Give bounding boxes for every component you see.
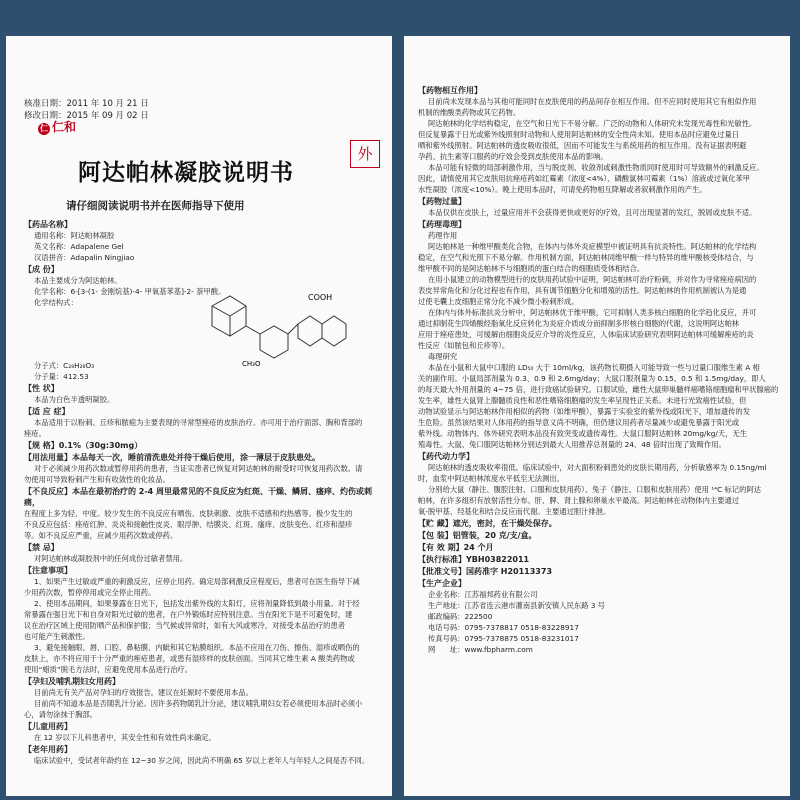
text-line: 表皮异常角化和分化过程也有作用，具有调节细胞分化和增殖的活性。阿达帕林的作用机制被认为是通 — [418, 286, 747, 295]
text-line: 3、避免接触眼、唇、口腔、鼻粘膜、内眦和其它粘膜组织。本品不应用在刀伤、擦伤、湿疹或晒伤的 — [34, 643, 360, 652]
text-line: 通过抑制花生四烯酸经脂氧化反应转化为炎症介质成分而抑制多形核白细胞的代谢，这说明阿达帕林 — [418, 319, 740, 328]
text-line: 分别给大鼠（静注、腹腔注射、口服和皮肤用药）、兔子（静注、口服和皮肤用药）使用 ¹⁴C 标记的阿达 — [428, 485, 761, 494]
section-heading: 【性 状】 — [24, 384, 59, 393]
carboxyl-label: COOH — [308, 293, 333, 302]
section-heading: 【有 效 期】24 个月 — [418, 543, 494, 552]
section-heading: 【注意事项】 — [24, 566, 72, 575]
text-line: 少用药次数，暂停停用或完全停止用药。 — [24, 588, 156, 597]
otc-external-mark: 外 — [350, 140, 380, 168]
text-line: 目前尚无有关产品对孕妇的疗效报告。建议在妊娠时不要使用本品。 — [34, 688, 253, 697]
text-line: 殖毒性。大鼠、兔口服阿达帕林分别达到最大人用推荐总剂量的 24、48 倍时出现了致畸作用。 — [418, 440, 726, 449]
brand-logo — [38, 118, 76, 135]
text-line: 在用小鼠建立的动物模型进行的皮肤用药试验中证明，阿达帕林可治疗粉刺，并对作为寻常痤疮病因的 — [428, 275, 757, 284]
section-heading: 【孕妇及哺乳期妇女用药】 — [24, 677, 120, 686]
text-line: 分子式：C₂₈H₂₈O₃ — [34, 361, 95, 370]
text-line: 在 12 岁以下儿科患者中，其安全性和有效性尚未确定。 — [34, 733, 216, 742]
text-line: 目前尚未发现本品与其他可能同时在皮肤使用的药品间存在相互作用。但不应同时使用其它有相似作用 — [428, 97, 757, 106]
text-line: 关的副作用。小鼠局部剂量为 0.3、0.9 和 2.6mg/day；大鼠口服剂量为 0.15、0.5 和 1.5mg/day，即人 — [418, 374, 766, 383]
section-heading: 【药品名称】 — [24, 220, 72, 229]
section-heading: 【药物相互作用】 — [418, 86, 482, 95]
section-heading: 【执行标准】YBH03822011 — [418, 555, 530, 564]
text-line: 药理作用 — [428, 231, 458, 240]
text-line: 不良反应包括：痤疮红肿、炎炎和接触性皮炎、眼浮肿、结膜炎、红斑、瘙痒、皮肤变色、红疹和湿疹 — [24, 520, 353, 529]
section-heading: 【不良反应】本品在最初治疗的 2-4 周里最常见的不良反应为红斑、干燥、鳞屑、瘙痒、灼伤或刺痛， — [24, 487, 373, 507]
text-line: 分子量：412.53 — [34, 372, 89, 381]
text-line: 邮政编码：222500 — [428, 612, 493, 621]
section-heading: 【药理毒理】 — [418, 220, 466, 229]
section-heading: 【药代动力学】 — [418, 452, 474, 461]
text-line: 因此，请慎使用其它皮肤用抗痤疮药如红霉素（浓度<4%）、磷酸氯林可霉素（1%）溶液或过氧化苯甲 — [418, 174, 751, 183]
text-line: 紫外线。动物体内、体外研究表明本品没有致突变或遗传毒性。大鼠口服阿达帕林 20mg/kg/天，无生 — [418, 429, 747, 438]
document-subtitle: 请仔细阅读说明书并在医师指导下使用 — [66, 200, 245, 212]
section-heading: 【成 份】 — [24, 265, 59, 274]
text-line: 在体内与体外标准抗炎分析中，阿达帕林优于维甲酸，它可抑制人类多核白细胞的化学趋化反应，并可 — [428, 308, 757, 317]
section-heading: 【生产企业】 — [418, 579, 466, 588]
section-heading: 【儿童用药】 — [24, 722, 72, 731]
text-line: 的每天最大外用剂量的 4~75 倍，进行致癌试验研究。口服试验，雌性大鼠卵巢髓样癌嗜铬细胞瘤和甲状腺癌的 — [418, 385, 779, 394]
text-line: 本品主要成分为阿达帕林。 — [34, 276, 122, 285]
section-heading: 【包 装】铝管装，20 克/支/盒。 — [418, 531, 537, 540]
text-line: 阿达帕林的透皮吸收率很低。临床试验中，对大面积粉刺患处的皮肤长期用药，分析敏感率为 0.15ng/ml — [428, 463, 767, 472]
text-line: 网 址：www.fbpharm.com — [428, 645, 533, 654]
text-line: 本品在小鼠和大鼠中口服的 LD₅₀ 大于 10ml/kg，该药物长期摄入可能导致一些与过量口服维生素 A 相 — [428, 363, 760, 372]
approve-date: 核准日期：2011 年 10 月 21 日 — [24, 99, 149, 109]
text-line: 本品可能有轻微的局部刺激作用，当与脱皮剂、收敛剂或刺激性物质同时使用时可导致额外的刺激反应。 — [428, 163, 764, 172]
section-heading: 【贮 藏】遮光，密封，在干燥处保存。 — [418, 519, 557, 528]
text-line: 化学名称：6-[3-(1- 金刚烷基)-4- 甲氧基苯基]-2- 萘甲酸。 — [34, 287, 226, 296]
text-line: 心，请勿涂抹于胸部。 — [24, 710, 97, 719]
right-body — [418, 84, 780, 655]
text-line: 阿达帕林的化学结构稳定，在空气和日光下不易分解。广泛的动物和人体研究未发现光毒性和光敏性。 — [428, 119, 757, 128]
text-line: 本品仅供在皮肤上，过量应用并不会获得更快或更好的疗效，且可出现显著的发红，脱屑或皮肤不适。 — [428, 208, 757, 217]
section-heading: 【药物过量】 — [418, 197, 466, 206]
text-line: 本品适用于以粉刺、丘疹和脓疱为主要表现的寻常型痤疮的皮肤治疗。亦可用于治疗面部、胸和背部的 — [34, 418, 363, 427]
section-heading: 【老年用药】 — [24, 745, 72, 754]
text-line: 常暴露在强日光下和自身对阳光过敏的患者，在户外锻炼时应特别注意。当在阳光下是不可避免时，建 — [24, 610, 353, 619]
text-line: 过使毛囊上皮细胞正常分化不减少微小粉刺形成。 — [418, 297, 579, 306]
revise-date: 修改日期：2015 年 09 月 02 日 — [24, 111, 149, 121]
text-line: 水性凝胶（浓度<10%）。晚上使用本品时，可请免药物相互降解或者叙刺激作用的产生。 — [418, 185, 707, 194]
text-line: 孕药、抗生素等口服药的疗效会受到皮肤使用本品的影响。 — [418, 152, 608, 161]
text-line: 对于必须减少用药次数或暂停用药的患者，当证实患者已恢复对阿达帕林的耐受时可恢复用药次数。请 — [34, 464, 363, 473]
text-line: 阿达帕林是一种维甲酸类化合物，在体内与体外炎症模型中被证明具有抗炎特性。阿达帕林的化学结构 — [428, 242, 757, 251]
text-line: 维甲酸不同的是阿达帕林不与细胞质的蛋白结合的细胞质受体相结合。 — [418, 264, 645, 273]
text-line: 勿使用可导致粉刺产生和有收敛性的化妆品。 — [24, 475, 170, 484]
text-line: 在程度上多为轻、中度。较少发生的不良反应有晒伤、皮肤刺激、皮肤不适感和灼热感等。极少发生的 — [24, 509, 353, 518]
section-heading: 【禁 忌】 — [24, 543, 59, 552]
text-line: 对阿达帕林或凝胶剂中的任何成份过敏者禁用。 — [34, 554, 188, 563]
text-line: 皮肤上，亦不将应用于十分严重的痤疮患者，或患有湿疹样的皮肤创面。当同其它维生素 A 酸类药物或 — [24, 654, 355, 663]
text-line: 发生率，雄性大鼠肾上腺髓质良性和恶性嗜铬细胞瘤的发生率呈现性正关系。未进行光致癌性试验，但 — [418, 396, 747, 405]
brand-name: 仁和 — [52, 120, 77, 134]
text-line: 氧-脱甲基、羟基化和结合反应而代谢。主要通过胆汁排泄。 — [418, 507, 611, 516]
text-line: 临床试验中，受试者年龄约在 12~30 岁之间，因此尚不明确 65 岁以上老年人与年轻人之间是否不同。 — [34, 756, 370, 765]
text-line: 机制的维酸类药物或其它药物。 — [418, 108, 521, 117]
text-line: 应用于痤疮患处，可缓解由细胞炎反应介导的炎性反应，人体临床试验研究表明阿达帕林可缓解痤疮的炎 — [418, 330, 754, 339]
section-heading: 【适 应 症】 — [24, 407, 70, 416]
text-line: 但反复暴露于日光或紫外线照射时动物和人使用阿达帕林的安全性尚未知。使用本品时应避免过量日 — [418, 130, 740, 139]
right-page — [404, 36, 790, 796]
text-line: 通用名称：阿达帕林凝胶 — [34, 231, 115, 240]
methoxy-label: CH₃O — [242, 360, 261, 366]
text-line: 生产地址：江苏省连云港市灌南县新安镇人民东路 3 号 — [428, 601, 606, 610]
text-line: 生危险。虽然该结果对人体用药的指导意义尚不明确，但仍建议用药者尽量减少或避免暴露于阳光或 — [418, 418, 740, 427]
text-line: 性反应（如脓包和丘疹等）。 — [418, 341, 510, 350]
text-line: 等。如不良反应严重，应减少用药次数或停药。 — [24, 531, 178, 540]
text-line: 晒和紫外线照射。阿达帕林的透皮吸收很低，因而不可能发生与系统用药的相互作用。没有证据表明避 — [418, 141, 747, 150]
text-line: 电话号码：0795-7378817 0518-83228917 — [428, 623, 579, 632]
brand-mark-icon: 仁 — [40, 124, 48, 133]
left-page — [6, 36, 392, 796]
section-heading: 【用法用量】本品每天一次，睡前清洗患处并待干燥后使用，涂一薄层于皮肤患处。 — [24, 453, 320, 462]
text-line: 动物试验显示与阿达帕林作用相似的药物（如维甲酸），暴露于实验室的紫外线或阳光下，增加遗传的发 — [418, 407, 751, 416]
text-line: 使用“蜡质”脱毛方法时，应避免使用本品进行治疗。 — [24, 665, 193, 674]
text-line: 也可能产生刺激性。 — [24, 632, 90, 641]
text-line: 英文名称：Adapalene Gel — [34, 242, 124, 251]
text-line: 议在治疗区域上使用防晒产品和保护服；当气候或异常时，如有大风或寒冷，对接受本品治疗的患者 — [24, 621, 346, 630]
text-line: 毒理研究 — [428, 352, 458, 361]
text-line: 稳定，在空气和光照下不易分解。作用机制方面，阿达帕林同维甲酸一样与特异的维甲酸核受体结合，与 — [418, 253, 754, 262]
text-line: 时，血浆中阿达帕林浓度水平低至无法测出。 — [418, 474, 564, 483]
text-line: 传真号码：0795-7378875 0518-83231017 — [428, 634, 579, 643]
text-line: 化学结构式： — [34, 298, 78, 307]
section-heading: 【规 格】0.1%（30g:30mg） — [24, 441, 143, 450]
text-line: 2、使用本品期间，如果暴露在日光下，包括发出紫外线的太阳灯，应将剂量降低到最小用量。对于经 — [34, 599, 360, 608]
text-line: 痤疮。 — [24, 429, 46, 438]
text-line: 汉语拼音：Adapalin Ningjiao — [34, 253, 135, 262]
text-line: 企业名称：江苏福邦药业有限公司 — [428, 590, 538, 599]
text-line: 帕林，在许多组织有放射活性分布。肝、脾、肾上腺和卵巢水平最高。阿达帕林在动物体内主要通过 — [418, 496, 740, 505]
text-line: 本品为白色半透明凝胶。 — [34, 395, 115, 404]
document-title: 阿达帕林凝胶说明书 — [78, 160, 294, 186]
text-line: 1、如果产生过敏或严重的刺激反应，应停止用药。确定局部刺激反应程度后，患者可在医生指导下减 — [34, 577, 360, 586]
section-heading: 【批准文号】国药准字 H20113373 — [418, 567, 553, 576]
text-line: 目前尚不知道本品是否随乳汁分泌。因许多药物随乳汁分泌，建议哺乳期妇女若必须使用本品时必须小 — [34, 699, 363, 708]
chemical-structure-icon — [202, 286, 352, 366]
